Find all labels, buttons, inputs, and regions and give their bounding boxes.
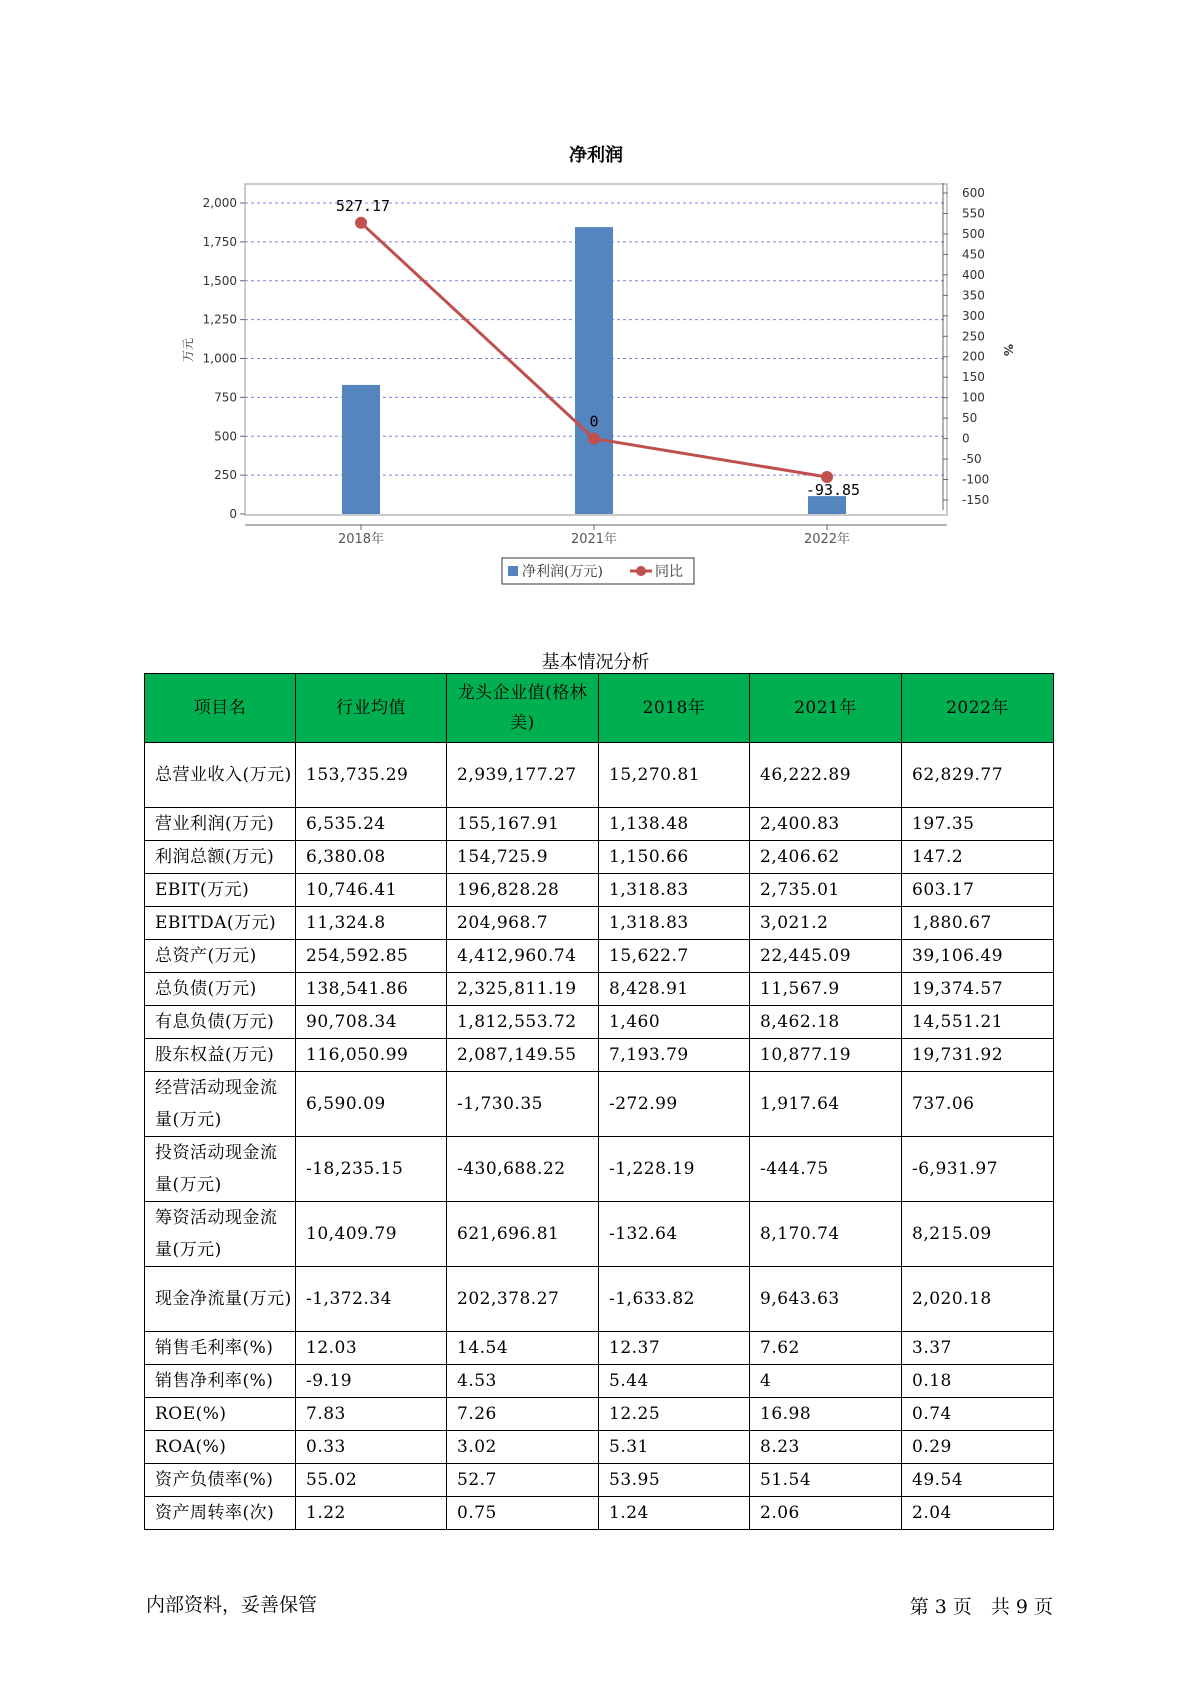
page-suffix: 页 (1033, 1596, 1053, 1618)
table-header-row (145, 674, 1054, 743)
legend-line-label: 同比 (655, 564, 683, 580)
bar (342, 385, 380, 514)
right-tick-label: 50 (962, 411, 978, 426)
table-cell: -18,235.15 (296, 1137, 447, 1202)
x-tick-label: 2022年 (803, 532, 851, 547)
table-cell: 8,462.18 (750, 1006, 902, 1039)
table-cell: 116,050.99 (296, 1039, 447, 1072)
left-axis-label: 万元 (181, 337, 195, 363)
table-cell: 1,318.83 (599, 907, 750, 940)
table-cell: 2,735.01 (750, 874, 902, 907)
footer-page-number (904, 1592, 1053, 1619)
right-tick-label: 150 (962, 370, 985, 385)
yoy-point (588, 433, 600, 445)
x-tick-label: 2021年 (570, 532, 618, 547)
page-total: 9 (1015, 1596, 1028, 1618)
row-label: ROE(%) (145, 1398, 296, 1431)
table-cell: 202,378.27 (447, 1267, 599, 1332)
table-cell: -1,633.82 (599, 1267, 750, 1332)
table-cell: -430,688.22 (447, 1137, 599, 1202)
table-cell: 51.54 (750, 1464, 902, 1497)
table-cell: -9.19 (296, 1365, 447, 1398)
row-label: 经营活动现金流量(万元) (145, 1072, 296, 1137)
table-cell: 12.25 (599, 1398, 750, 1431)
table-cell: 6,535.24 (296, 808, 447, 841)
row-label: 总负债(万元) (145, 973, 296, 1006)
table-cell: 4,412,960.74 (447, 940, 599, 973)
table-cell: 12.03 (296, 1332, 447, 1365)
table-cell: 19,731.92 (902, 1039, 1054, 1072)
row-label: 资产负债率(%) (145, 1464, 296, 1497)
header-cell: 2022年 (902, 674, 1054, 743)
row-label: 有息负债(万元) (145, 1006, 296, 1039)
page-mid: 页 共 (952, 1596, 1010, 1618)
left-tick-label: 1,750 (202, 234, 237, 249)
table-cell: 90,708.34 (296, 1006, 447, 1039)
row-label: EBIT(万元) (145, 874, 296, 907)
yoy-data-label: 527.17 (335, 196, 391, 215)
table-row (145, 874, 1054, 907)
table-row (145, 1398, 1054, 1431)
table-cell: 196,828.28 (447, 874, 599, 907)
page-current: 3 (934, 1596, 947, 1618)
table-cell: -1,228.19 (599, 1137, 750, 1202)
right-tick-label: 200 (962, 349, 985, 364)
table-cell: 10,409.79 (296, 1202, 447, 1267)
left-tick-label: 2,000 (202, 196, 237, 210)
table-cell: 8,170.74 (750, 1202, 902, 1267)
table-row (145, 1072, 1054, 1137)
row-label: EBITDA(万元) (145, 907, 296, 940)
table-cell: 3.02 (447, 1431, 599, 1464)
table-cell: 2,939,177.27 (447, 743, 599, 808)
table-cell: 155,167.91 (447, 808, 599, 841)
chart-title: 净利润 (569, 145, 623, 166)
table-cell: 7.83 (296, 1398, 447, 1431)
right-tick-label: 500 (962, 226, 985, 241)
table-title: 基本情况分析 (541, 652, 650, 673)
left-tick-label: 1,500 (202, 273, 237, 288)
left-tick-label: 1,250 (202, 312, 237, 327)
table-cell: 10,877.19 (750, 1039, 902, 1072)
table-cell: 49.54 (902, 1464, 1054, 1497)
right-tick-label: 0 (962, 431, 970, 446)
row-label: 投资活动现金流量(万元) (145, 1137, 296, 1202)
table-cell: -272.99 (599, 1072, 750, 1137)
table-cell: 7,193.79 (599, 1039, 750, 1072)
row-label: 总资产(万元) (145, 940, 296, 973)
table-cell: 2,325,811.19 (447, 973, 599, 1006)
chart-svg (0, 0, 1191, 600)
yoy-point (355, 217, 367, 229)
header-cell: 项目名 (145, 674, 296, 743)
table-row (145, 1202, 1054, 1267)
table-cell: 4.53 (447, 1365, 599, 1398)
table-cell: 15,270.81 (599, 743, 750, 808)
table-cell: 0.29 (902, 1431, 1054, 1464)
table-row (145, 907, 1054, 940)
table-cell: 62,829.77 (902, 743, 1054, 808)
row-label: 销售净利率(%) (145, 1365, 296, 1398)
row-label: 销售毛利率(%) (145, 1332, 296, 1365)
table-cell: 8,428.91 (599, 973, 750, 1006)
table-row (145, 841, 1054, 874)
table-cell: 1,460 (599, 1006, 750, 1039)
table-cell: 3.37 (902, 1332, 1054, 1365)
left-tick-label: 750 (214, 390, 237, 405)
right-tick-label: 350 (962, 288, 985, 303)
table-cell: 2,087,149.55 (447, 1039, 599, 1072)
table-row (145, 973, 1054, 1006)
table-cell: 1,138.48 (599, 808, 750, 841)
table-cell: 5.31 (599, 1431, 750, 1464)
right-tick-label: 550 (962, 206, 985, 221)
row-label: 现金净流量(万元) (145, 1267, 296, 1332)
row-label: 营业利润(万元) (145, 808, 296, 841)
table-cell: 8,215.09 (902, 1202, 1054, 1267)
table-row (145, 1497, 1054, 1530)
table-row (145, 1039, 1054, 1072)
table-cell: 2.04 (902, 1497, 1054, 1530)
table-cell: 204,968.7 (447, 907, 599, 940)
table-cell: 53.95 (599, 1464, 750, 1497)
table-row (145, 1267, 1054, 1332)
header-cell: 2021年 (750, 674, 902, 743)
table-cell: 1,880.67 (902, 907, 1054, 940)
table-cell: 154,725.9 (447, 841, 599, 874)
table-row (145, 1365, 1054, 1398)
header-cell: 龙头企业值(格林美) (447, 674, 599, 743)
row-label: 资产周转率(次) (145, 1497, 296, 1530)
table-row (145, 1137, 1054, 1202)
table-cell: 737.06 (902, 1072, 1054, 1137)
right-tick-label: 300 (962, 308, 985, 323)
table-cell: 5.44 (599, 1365, 750, 1398)
table-cell: -132.64 (599, 1202, 750, 1267)
table-cell: 7.62 (750, 1332, 902, 1365)
table-row (145, 1332, 1054, 1365)
table-cell: 16.98 (750, 1398, 902, 1431)
right-tick-label: -150 (962, 493, 990, 507)
table-cell: 15,622.7 (599, 940, 750, 973)
table-row (145, 808, 1054, 841)
table-cell: 0.75 (447, 1497, 599, 1530)
table-cell: 1,917.64 (750, 1072, 902, 1137)
table-cell: 9,643.63 (750, 1267, 902, 1332)
left-tick-label: 0 (229, 507, 237, 521)
table-cell: 147.2 (902, 841, 1054, 874)
legend-bar-swatch (508, 566, 518, 576)
table-cell: 1,318.83 (599, 874, 750, 907)
yoy-data-label: 0 (589, 412, 599, 431)
row-label: ROA(%) (145, 1431, 296, 1464)
table-cell: 6,590.09 (296, 1072, 447, 1137)
table-cell: 197.35 (902, 808, 1054, 841)
table-cell: 7.26 (447, 1398, 599, 1431)
header-cell: 2018年 (599, 674, 750, 743)
table-cell: 2.06 (750, 1497, 902, 1530)
basic-analysis-table (144, 673, 1054, 1530)
table-cell: 4 (750, 1365, 902, 1398)
right-tick-label: 400 (962, 267, 985, 282)
right-tick-label: 600 (962, 186, 985, 200)
table-cell: -1,730.35 (447, 1072, 599, 1137)
table-cell: 2,406.62 (750, 841, 902, 874)
table-cell: 12.37 (599, 1332, 750, 1365)
table-cell: 46,222.89 (750, 743, 902, 808)
table-cell: 254,592.85 (296, 940, 447, 973)
table-cell: 1.24 (599, 1497, 750, 1530)
table-cell: 0.74 (902, 1398, 1054, 1431)
table-cell: 621,696.81 (447, 1202, 599, 1267)
right-tick-label: 450 (962, 247, 985, 262)
left-tick-label: 250 (214, 468, 237, 483)
table-cell: 138,541.86 (296, 973, 447, 1006)
page-prefix: 第 (909, 1596, 929, 1618)
table-cell: 14,551.21 (902, 1006, 1054, 1039)
table-cell: 19,374.57 (902, 973, 1054, 1006)
table-cell: 153,735.29 (296, 743, 447, 808)
table-cell: 603.17 (902, 874, 1054, 907)
net-profit-chart (0, 0, 1191, 600)
right-tick-label: -100 (962, 472, 990, 487)
table-cell: 8.23 (750, 1431, 902, 1464)
row-label: 总营业收入(万元) (145, 743, 296, 808)
table-cell: -444.75 (750, 1137, 902, 1202)
table-cell: -6,931.97 (902, 1137, 1054, 1202)
table-cell: 1,150.66 (599, 841, 750, 874)
table-cell: 2,400.83 (750, 808, 902, 841)
bar (575, 227, 613, 514)
table-cell: 10,746.41 (296, 874, 447, 907)
table-cell: 0.33 (296, 1431, 447, 1464)
row-label: 筹资活动现金流量(万元) (145, 1202, 296, 1267)
yoy-data-label: -93.85 (805, 481, 861, 500)
right-tick-label: -50 (962, 452, 982, 467)
table-cell: 0.18 (902, 1365, 1054, 1398)
table-row (145, 743, 1054, 808)
row-label: 股东权益(万元) (145, 1039, 296, 1072)
row-label: 利润总额(万元) (145, 841, 296, 874)
right-axis-label: % (1001, 343, 1015, 357)
left-tick-label: 1,000 (202, 351, 237, 366)
right-tick-label: 100 (962, 390, 985, 405)
legend-line-marker (636, 566, 646, 576)
table-cell: 11,567.9 (750, 973, 902, 1006)
left-tick-label: 500 (214, 429, 237, 444)
x-tick-label: 2018年 (337, 532, 385, 547)
table-cell: 11,324.8 (296, 907, 447, 940)
table-cell: 1,812,553.72 (447, 1006, 599, 1039)
table-cell: 52.7 (447, 1464, 599, 1497)
table-cell: 14.54 (447, 1332, 599, 1365)
table-cell: 55.02 (296, 1464, 447, 1497)
footer-confidential-note: 内部资料，妥善保管 (146, 1594, 318, 1616)
table-row (145, 1431, 1054, 1464)
table-row (145, 940, 1054, 973)
table-cell: 39,106.49 (902, 940, 1054, 973)
table-row (145, 1464, 1054, 1497)
table-cell: 2,020.18 (902, 1267, 1054, 1332)
legend-bar-label: 净利润(万元) (522, 564, 603, 580)
table-cell: 6,380.08 (296, 841, 447, 874)
table-cell: 1.22 (296, 1497, 447, 1530)
table-cell: 3,021.2 (750, 907, 902, 940)
header-cell: 行业均值 (296, 674, 447, 743)
table-cell: -1,372.34 (296, 1267, 447, 1332)
table-cell: 22,445.09 (750, 940, 902, 973)
right-tick-label: 250 (962, 329, 985, 344)
table-row (145, 1006, 1054, 1039)
